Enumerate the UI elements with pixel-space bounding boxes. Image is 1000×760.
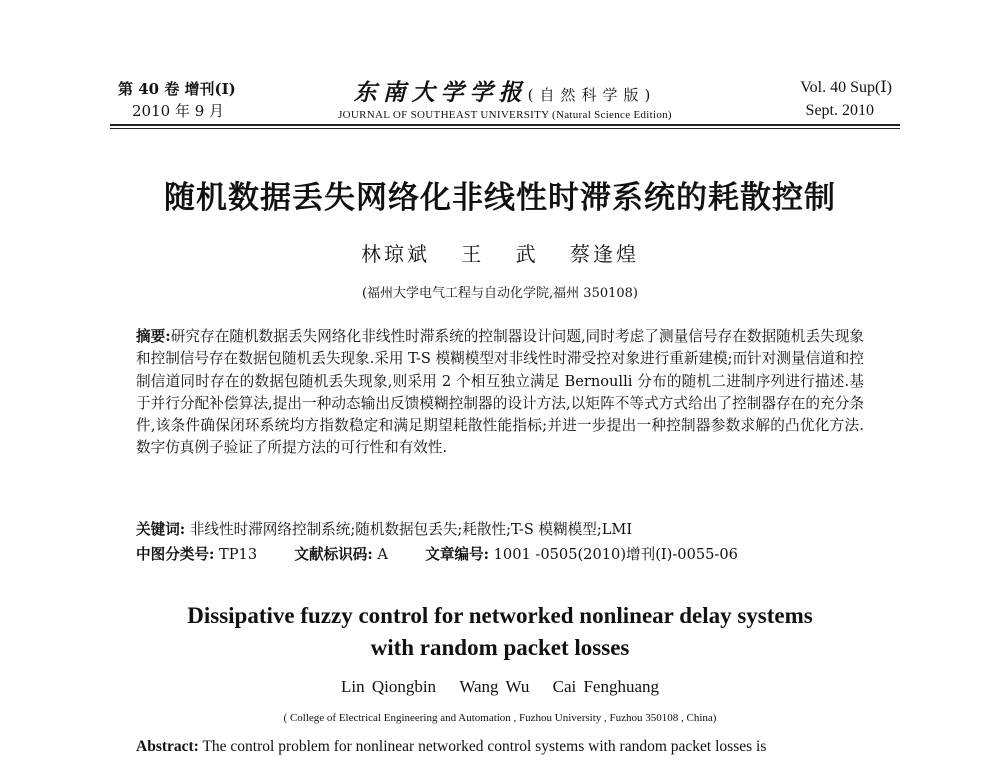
doc-code-label: 文献标识码: <box>294 546 373 563</box>
author-2: Wang Wu <box>459 677 530 696</box>
volume-info-en <box>752 76 892 122</box>
issue-date: 2010 年 9 月 <box>132 102 225 120</box>
abstract-label-cn: 摘要: <box>136 328 171 345</box>
authors-en <box>100 677 900 697</box>
abstract-text-en: The control problem for nonlinear networked control systems with random packet losses is <box>202 738 767 755</box>
volume-label: 第 40 卷 增刊(Ⅰ) <box>118 80 236 98</box>
abstract-label-en: Abstract: <box>136 738 199 755</box>
classification-row <box>136 543 864 564</box>
abstract-en <box>136 738 896 756</box>
journal-name-en: JOURNAL OF SOUTHEAST UNIVERSITY (Natural Science Edition) <box>338 109 672 121</box>
paper-title-en-line1: Dissipative fuzzy control for networked nonlinear delay systems <box>187 603 813 628</box>
volume-en: Vol. 40 Sup(Ⅰ) <box>800 79 892 96</box>
header-rule-thick <box>110 124 900 126</box>
journal-edition-cn: (自然科学版) <box>527 86 657 104</box>
keywords-text-cn: 非线性时滞网络控制系统;随机数据包丢失;耗散性;T-S 模糊模型;LMI <box>189 521 633 538</box>
abstract-text-cn: 研究存在随机数据丢失网络化非线性时滞系统的控制器设计问题,同时考虑了测量信号存在数据随机丢失现象和控制信号存在数据包随机丢失现象.采用 T-S 模糊模型对非线性时滞受控对象进行重新建模;而针对测量信道和控制信道同时存在的数据包随机丢失现象,则采用 2 个相互独立满足 Bernoulli 分布的随机二进制序列进行描述.基于并行分配补偿算法,提出一种动态输出反馈模糊控制器的设计方法,以矩阵不等式方式给出了控制器存在的充分条件,该条件确保闭环系统均方指数稳定和满足期望耗散性能指标;并进一步提出一种控制器参数求解的凸优化方法.数字仿真例子验证了所提方法的可行性和有效性. <box>136 328 864 457</box>
keywords-label-cn: 关键词: <box>136 521 186 538</box>
paper-title-en-line2: with random packet losses <box>370 635 630 660</box>
author-3: Cai Fenghuang <box>552 677 660 696</box>
author-1: Lin Qiongbin <box>340 677 437 696</box>
doc-code-value: A <box>377 546 388 563</box>
abstract-cn <box>136 326 864 460</box>
issue-info <box>118 78 268 122</box>
article-no-value: 1001 -0505(2010)增刊(Ⅰ)-0055-06 <box>493 546 738 563</box>
keywords-cn <box>136 518 864 539</box>
clc-value: TP13 <box>219 546 258 563</box>
date-en: Sept. 2010 <box>805 102 874 119</box>
journal-name-cn: 东南大学学报(自然科学版) <box>353 79 657 106</box>
article-no-label: 文章编号: <box>425 546 489 563</box>
paper-title-cn: 随机数据丢失网络化非线性时滞系统的耗散控制 <box>164 180 836 216</box>
authors-cn: 林琼斌 王 武 蔡逢煌 <box>360 242 640 266</box>
clc-label: 中图分类号: <box>136 546 215 563</box>
journal-masthead <box>270 74 740 121</box>
paper-title-en <box>100 600 900 664</box>
affiliation-cn: (福州大学电气工程与自动化学院,福州 350108) <box>361 286 639 301</box>
header-rule-thin <box>110 128 900 129</box>
affiliation-en: ( College of Electrical Engineering and Automation , Fuzhou University , Fuzhou 350108 , China) <box>283 712 717 724</box>
